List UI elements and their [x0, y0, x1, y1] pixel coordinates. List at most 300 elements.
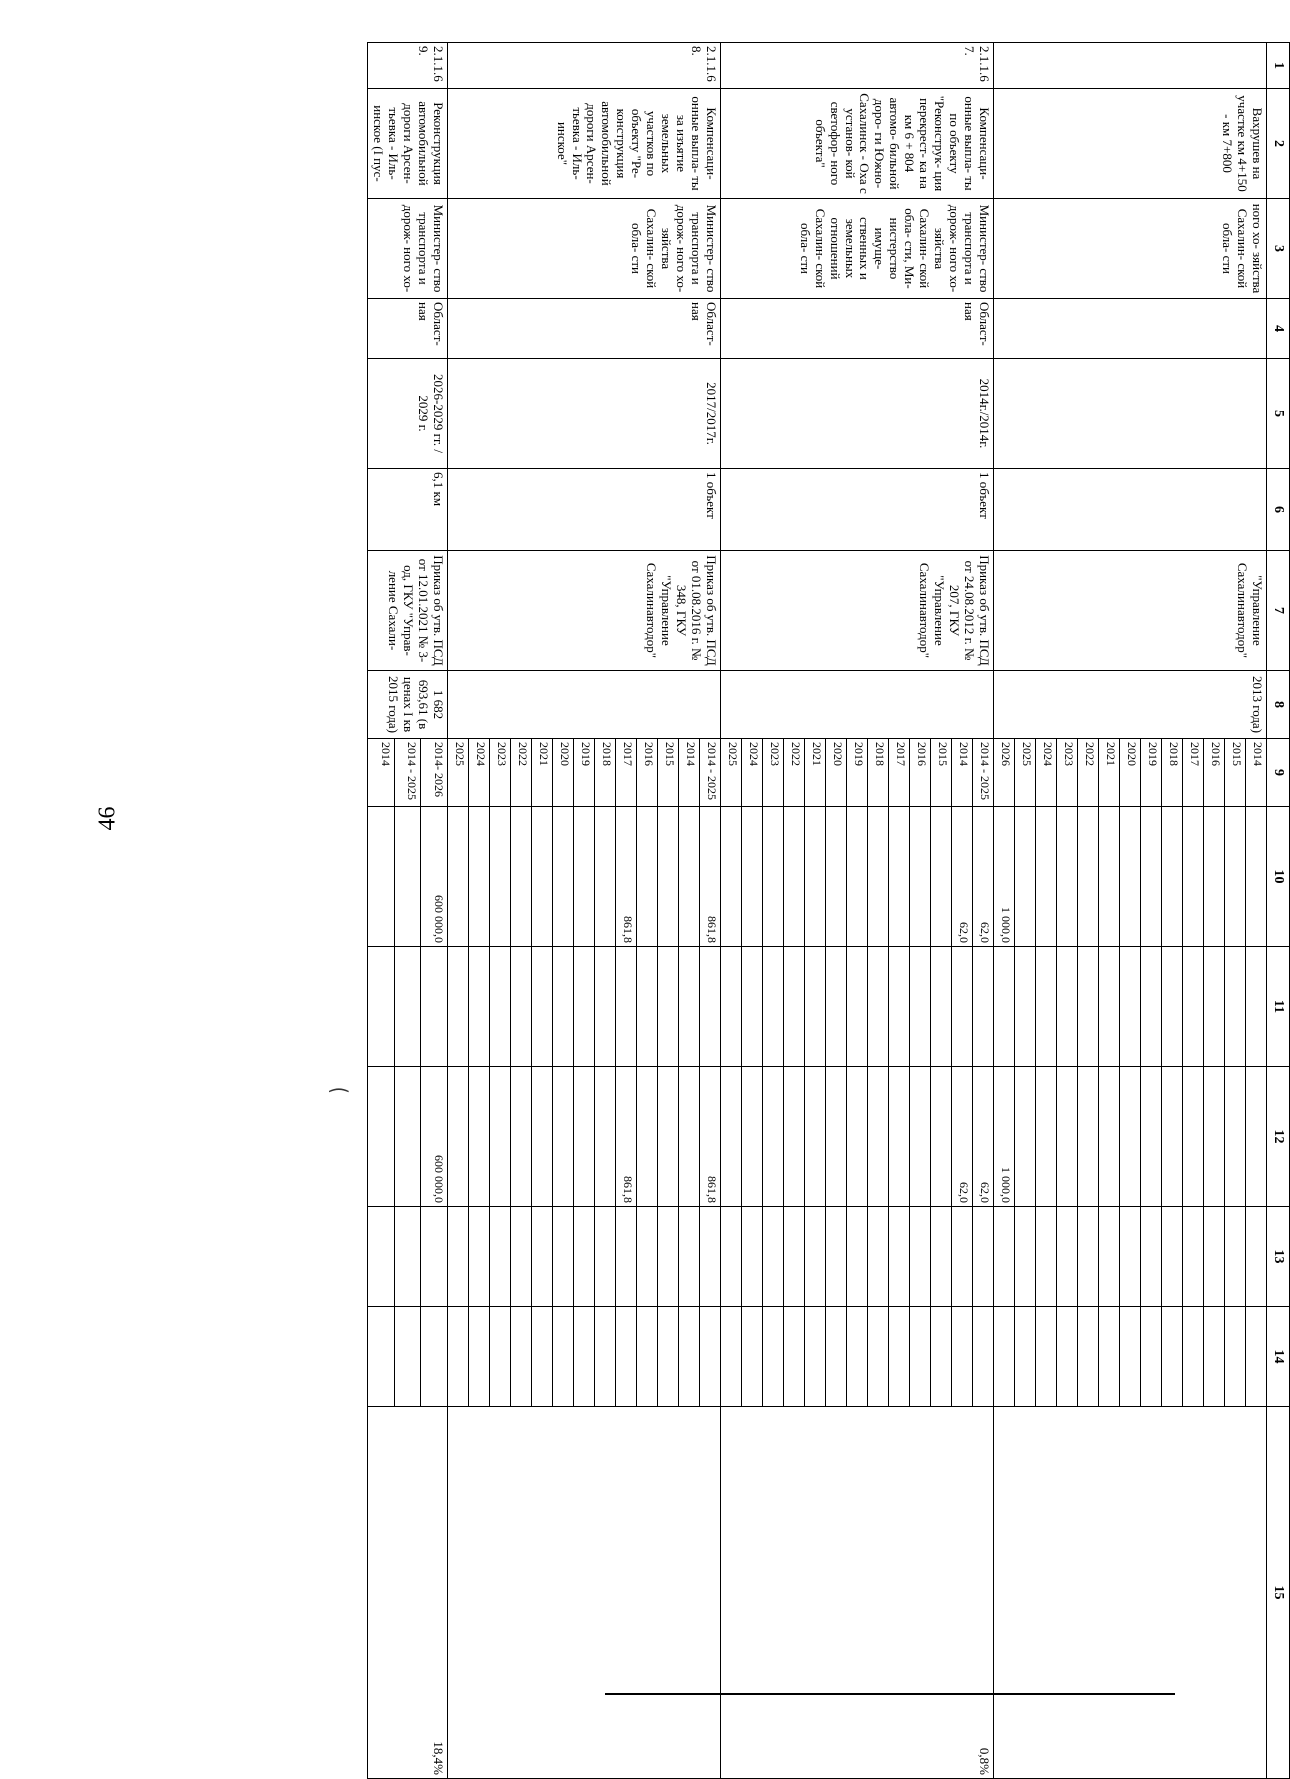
value-col13	[1246, 1207, 1267, 1307]
year-cell: 2014 - 2025	[973, 739, 994, 807]
value-col10	[889, 807, 910, 947]
column-header-8: 8	[1267, 671, 1290, 739]
value-col10	[532, 807, 553, 947]
value-col11	[553, 947, 574, 1067]
column-header-9: 9	[1267, 739, 1290, 807]
cost: 2013 года)	[994, 671, 1267, 739]
value-col14	[1099, 1307, 1120, 1407]
executor: ного хо- зяйства Сахалин- ской обла- сти	[994, 199, 1267, 299]
value-col10	[1141, 807, 1162, 947]
value-col14	[742, 1307, 763, 1407]
value-col10	[1015, 807, 1036, 947]
value-col13	[469, 1207, 490, 1307]
value-col14	[1183, 1307, 1204, 1407]
value-col12	[1162, 1067, 1183, 1207]
executor: Министер- ство транспорта и дорож- ного хо- зяйства Сахалин- ской обла- сти	[448, 199, 721, 299]
value-col14	[784, 1307, 805, 1407]
executor: Министер- ство транспорта и дорож- ного хо-	[368, 199, 448, 299]
year-cell: 2024	[1036, 739, 1057, 807]
period: 2014г./2014г.	[721, 359, 994, 469]
value-col10	[1162, 807, 1183, 947]
value-col13	[1078, 1207, 1099, 1307]
value-col13	[616, 1207, 637, 1307]
value-col14	[616, 1307, 637, 1407]
capacity: 6,1 км	[368, 469, 448, 551]
value-col11	[994, 947, 1015, 1067]
value-col11	[1015, 947, 1036, 1067]
value-col13	[994, 1207, 1015, 1307]
value-col13	[553, 1207, 574, 1307]
value-col13	[847, 1207, 868, 1307]
year-cell: 2018	[868, 739, 889, 807]
value-col11	[721, 947, 742, 1067]
value-col11	[1078, 947, 1099, 1067]
value-col11	[973, 947, 994, 1067]
value-col14	[1246, 1307, 1267, 1407]
table-row	[700, 43, 721, 1779]
value-col12	[448, 1067, 469, 1207]
value-col14	[511, 1307, 532, 1407]
value-col13	[826, 1207, 847, 1307]
value-col11	[1246, 947, 1267, 1067]
column-header-14: 14	[1267, 1307, 1290, 1407]
basis: Приказ об утв. ПСД от 24.08.2012 г. № 207, ГКУ "Управление Сахалинавтодор"	[721, 551, 994, 671]
value-col13	[1204, 1207, 1225, 1307]
value-col14	[847, 1307, 868, 1407]
rotated-table-wrapper	[125, 42, 1290, 1775]
row-id: 2.1.1.69.	[368, 43, 448, 89]
value-col10	[394, 807, 421, 947]
year-cell: 2022	[511, 739, 532, 807]
header-row	[1267, 43, 1290, 1779]
value-col13	[721, 1207, 742, 1307]
page-number: 46	[94, 806, 121, 831]
value-col11	[574, 947, 595, 1067]
year-cell: 2025	[1015, 739, 1036, 807]
value-col14	[574, 1307, 595, 1407]
value-col13	[700, 1207, 721, 1307]
value-col11	[868, 947, 889, 1067]
value-col10	[910, 807, 931, 947]
value-col14	[532, 1307, 553, 1407]
value-col13	[421, 1207, 448, 1307]
value-col12	[553, 1067, 574, 1207]
value-col11	[1183, 947, 1204, 1067]
year-cell: 2014 - 2025	[394, 739, 421, 807]
value-col12	[1141, 1067, 1162, 1207]
budget-level: Област- ная	[368, 299, 448, 359]
value-col11	[637, 947, 658, 1067]
value-col14	[1015, 1307, 1036, 1407]
row-id	[994, 43, 1267, 89]
table-row	[1246, 43, 1267, 1779]
value-col11	[742, 947, 763, 1067]
value-col12	[1036, 1067, 1057, 1207]
value-col12	[469, 1067, 490, 1207]
year-cell: 2023	[490, 739, 511, 807]
value-col14	[679, 1307, 700, 1407]
year-cell: 2023	[763, 739, 784, 807]
value-col13	[448, 1207, 469, 1307]
value-col11	[952, 947, 973, 1067]
value-col14	[637, 1307, 658, 1407]
year-cell: 2016	[1204, 739, 1225, 807]
value-col11	[595, 947, 616, 1067]
value-col13	[1183, 1207, 1204, 1307]
period: 2026-2029 гг. / 2029 г.	[368, 359, 448, 469]
value-col11	[532, 947, 553, 1067]
value-col11	[889, 947, 910, 1067]
value-col12	[1183, 1067, 1204, 1207]
year-cell: 2024	[742, 739, 763, 807]
value-col12	[826, 1067, 847, 1207]
value-col11	[805, 947, 826, 1067]
share-col15: 18,4%	[368, 1407, 448, 1779]
value-col14	[973, 1307, 994, 1407]
value-col10	[1183, 807, 1204, 947]
value-col10	[574, 807, 595, 947]
value-col11	[368, 947, 395, 1067]
year-cell: 2020	[553, 739, 574, 807]
measure-name: Реконструкция автомобильной дороги Арсен- тьевка - Иль- инское (I пус-	[368, 89, 448, 199]
value-col14	[952, 1307, 973, 1407]
value-col12: 861,8	[700, 1067, 721, 1207]
value-col10: 1 000,0	[994, 807, 1015, 947]
value-col10	[784, 807, 805, 947]
value-col13	[931, 1207, 952, 1307]
value-col10	[658, 807, 679, 947]
value-col12	[394, 1067, 421, 1207]
column-header-2: 2	[1267, 89, 1290, 199]
year-cell: 2021	[532, 739, 553, 807]
column-header-15: 15	[1267, 1407, 1290, 1779]
value-col14	[595, 1307, 616, 1407]
value-col12	[532, 1067, 553, 1207]
value-col11	[1162, 947, 1183, 1067]
value-col13	[1057, 1207, 1078, 1307]
value-col12	[511, 1067, 532, 1207]
column-header-1: 1	[1267, 43, 1290, 89]
value-col11	[394, 947, 421, 1067]
year-cell: 2020	[1120, 739, 1141, 807]
value-col14	[1120, 1307, 1141, 1407]
value-col11	[469, 947, 490, 1067]
cost	[448, 671, 721, 739]
value-col14	[448, 1307, 469, 1407]
value-col14	[805, 1307, 826, 1407]
value-col10: 62,0	[952, 807, 973, 947]
value-col11	[847, 947, 868, 1067]
value-col12	[679, 1067, 700, 1207]
value-col12	[931, 1067, 952, 1207]
value-col11	[658, 947, 679, 1067]
value-col13	[763, 1207, 784, 1307]
value-col12	[574, 1067, 595, 1207]
value-col10	[679, 807, 700, 947]
year-cell: 2026	[994, 739, 1015, 807]
value-col12	[721, 1067, 742, 1207]
value-col12: 600 000,0	[421, 1067, 448, 1207]
bottom-rule	[605, 1693, 1175, 1695]
value-col14	[1204, 1307, 1225, 1407]
value-col11	[616, 947, 637, 1067]
value-col13	[490, 1207, 511, 1307]
value-col13	[595, 1207, 616, 1307]
value-col14	[994, 1307, 1015, 1407]
year-cell: 2017	[616, 739, 637, 807]
row-id: 2.1.1.67.	[721, 43, 994, 89]
year-cell: 2014	[368, 739, 395, 807]
value-col14	[394, 1307, 421, 1407]
value-col13	[637, 1207, 658, 1307]
column-header-7: 7	[1267, 551, 1290, 671]
value-col12	[1057, 1067, 1078, 1207]
value-col13	[889, 1207, 910, 1307]
value-col14	[700, 1307, 721, 1407]
table-row	[973, 43, 994, 1779]
value-col14	[931, 1307, 952, 1407]
value-col10	[1225, 807, 1246, 947]
year-cell: 2014 - 2025	[700, 739, 721, 807]
value-col13	[910, 1207, 931, 1307]
value-col13	[1015, 1207, 1036, 1307]
value-col14	[1141, 1307, 1162, 1407]
value-col10	[1246, 807, 1267, 947]
value-col11	[1120, 947, 1141, 1067]
measure-name: Вахрушев на участке км 4+150 - км 7+800	[994, 89, 1267, 199]
value-col10: 600 000,0	[421, 807, 448, 947]
value-col14	[868, 1307, 889, 1407]
value-col10	[721, 807, 742, 947]
value-col12	[868, 1067, 889, 1207]
value-col13	[784, 1207, 805, 1307]
year-cell: 2024	[469, 739, 490, 807]
year-cell: 2015	[931, 739, 952, 807]
value-col14	[1057, 1307, 1078, 1407]
value-col11	[931, 947, 952, 1067]
year-cell: 2016	[910, 739, 931, 807]
share-col15: 0,8%	[721, 1407, 994, 1779]
value-col13	[658, 1207, 679, 1307]
value-col10	[1099, 807, 1120, 947]
value-col12	[637, 1067, 658, 1207]
column-header-4: 4	[1267, 299, 1290, 359]
pen-mark: ⁀	[330, 1090, 348, 1115]
capacity: 1 объект	[448, 469, 721, 551]
value-col12	[784, 1067, 805, 1207]
value-col10	[448, 807, 469, 947]
column-header-11: 11	[1267, 947, 1290, 1067]
period	[994, 359, 1267, 469]
value-col11	[910, 947, 931, 1067]
value-col10	[490, 807, 511, 947]
value-col11	[1225, 947, 1246, 1067]
year-cell: 2019	[847, 739, 868, 807]
value-col10	[805, 807, 826, 947]
value-col12	[1246, 1067, 1267, 1207]
value-col14	[763, 1307, 784, 1407]
value-col14	[368, 1307, 395, 1407]
value-col12	[490, 1067, 511, 1207]
value-col13	[868, 1207, 889, 1307]
budget-level: Област- ная	[721, 299, 994, 359]
value-col12: 62,0	[952, 1067, 973, 1207]
value-col12	[368, 1067, 395, 1207]
year-cell: 2020	[826, 739, 847, 807]
value-col13	[394, 1207, 421, 1307]
cost: 1 682 693,61 (в ценах I кв 2015 года)	[368, 671, 448, 739]
year-cell: 2019	[574, 739, 595, 807]
value-col13	[532, 1207, 553, 1307]
value-col11	[826, 947, 847, 1067]
value-col13	[574, 1207, 595, 1307]
basis: "Управление Сахалинавтодор"	[994, 551, 1267, 671]
value-col12: 62,0	[973, 1067, 994, 1207]
value-col14	[553, 1307, 574, 1407]
value-col10	[469, 807, 490, 947]
value-col14	[469, 1307, 490, 1407]
value-col11	[1204, 947, 1225, 1067]
value-col11	[679, 947, 700, 1067]
column-header-5: 5	[1267, 359, 1290, 469]
column-header-13: 13	[1267, 1207, 1290, 1307]
value-col10	[368, 807, 395, 947]
value-col11	[511, 947, 532, 1067]
value-col11	[784, 947, 805, 1067]
capacity: 1 объект	[721, 469, 994, 551]
measure-name: Компенсаци- онные выпла- ты по объекту "Реконструк- ция перекрест- ка на км 6 + 804 автомо- бильной доро- ги Южно- Сахалинск - Оха с установ- кой светофор- ного объекта"	[721, 89, 994, 199]
value-col14	[1078, 1307, 1099, 1407]
value-col11	[448, 947, 469, 1067]
value-col10: 861,8	[616, 807, 637, 947]
budget-level	[994, 299, 1267, 359]
value-col12: 861,8	[616, 1067, 637, 1207]
value-col12	[910, 1067, 931, 1207]
value-col12	[595, 1067, 616, 1207]
value-col14	[910, 1307, 931, 1407]
value-col14	[721, 1307, 742, 1407]
year-cell: 2016	[637, 739, 658, 807]
value-col10: 62,0	[973, 807, 994, 947]
year-cell: 2017	[1183, 739, 1204, 807]
value-col10	[868, 807, 889, 947]
value-col10	[931, 807, 952, 947]
year-cell: 2022	[1078, 739, 1099, 807]
value-col13	[1162, 1207, 1183, 1307]
value-col13	[1036, 1207, 1057, 1307]
value-col10	[1078, 807, 1099, 947]
value-col10	[742, 807, 763, 947]
value-col13	[952, 1207, 973, 1307]
value-col13	[511, 1207, 532, 1307]
value-col12	[1015, 1067, 1036, 1207]
value-col14	[1162, 1307, 1183, 1407]
value-col12: 1 000,0	[994, 1067, 1015, 1207]
value-col13	[973, 1207, 994, 1307]
value-col10	[826, 807, 847, 947]
year-cell: 2023	[1057, 739, 1078, 807]
value-col12	[658, 1067, 679, 1207]
year-cell: 2017	[889, 739, 910, 807]
basis: Приказ об утв. ПСД от 12.01.2021 № 3- од, ГКУ "Управ- ление Сахали-	[368, 551, 448, 671]
value-col11	[1141, 947, 1162, 1067]
value-col10: 861,8	[700, 807, 721, 947]
value-col14	[826, 1307, 847, 1407]
value-col13	[742, 1207, 763, 1307]
value-col12	[1120, 1067, 1141, 1207]
measure-name: Компенсаци- онные выпла- ты за изъятие земельных участков по объекту "Ре- конструкция автомобильной дороги Арсен- тьевка - Иль- инское"	[448, 89, 721, 199]
value-col11	[421, 947, 448, 1067]
cost	[721, 671, 994, 739]
year-cell: 2018	[1162, 739, 1183, 807]
value-col12	[889, 1067, 910, 1207]
row-id: 2.1.1.68.	[448, 43, 721, 89]
value-col13	[1120, 1207, 1141, 1307]
value-col14	[421, 1307, 448, 1407]
capacity	[994, 469, 1267, 551]
value-col14	[490, 1307, 511, 1407]
year-cell: 2019	[1141, 739, 1162, 807]
value-col12	[1078, 1067, 1099, 1207]
value-col13	[368, 1207, 395, 1307]
executor: Министер- ство транспорта и дорож- ного хо- зяйства Сахалин- ской обла- сти, Ми- нистерство имуще- ственных и земельных отношений Сахалин- ской обла- сти	[721, 199, 994, 299]
value-col12	[1099, 1067, 1120, 1207]
year-cell: 2015	[658, 739, 679, 807]
column-header-3: 3	[1267, 199, 1290, 299]
value-col10	[595, 807, 616, 947]
value-col12	[847, 1067, 868, 1207]
value-col11	[490, 947, 511, 1067]
period: 2017/2017г.	[448, 359, 721, 469]
value-col11	[1057, 947, 1078, 1067]
value-col14	[1036, 1307, 1057, 1407]
share-col15	[994, 1407, 1267, 1779]
share-col15	[448, 1407, 721, 1779]
value-col14	[889, 1307, 910, 1407]
value-col12	[1225, 1067, 1246, 1207]
value-col10	[553, 807, 574, 947]
value-col10	[1036, 807, 1057, 947]
value-col14	[1225, 1307, 1246, 1407]
year-cell: 2025	[448, 739, 469, 807]
value-col11	[763, 947, 784, 1067]
value-col11	[1099, 947, 1120, 1067]
value-col12	[805, 1067, 826, 1207]
value-col13	[1141, 1207, 1162, 1307]
value-col10	[1120, 807, 1141, 947]
value-col12	[763, 1067, 784, 1207]
value-col10	[1057, 807, 1078, 947]
value-col11	[700, 947, 721, 1067]
value-col11	[1036, 947, 1057, 1067]
column-header-12: 12	[1267, 1067, 1290, 1207]
column-header-6: 6	[1267, 469, 1290, 551]
year-cell: 2014	[1246, 739, 1267, 807]
value-col10	[511, 807, 532, 947]
year-cell: 2021	[1099, 739, 1120, 807]
value-col10	[763, 807, 784, 947]
value-col10	[637, 807, 658, 947]
year-cell: 2025	[721, 739, 742, 807]
budget-level: Област- ная	[448, 299, 721, 359]
value-col12	[742, 1067, 763, 1207]
year-cell: 2021	[805, 739, 826, 807]
table-row	[421, 43, 448, 1779]
year-cell: 2014	[679, 739, 700, 807]
value-col10	[847, 807, 868, 947]
value-col10	[1204, 807, 1225, 947]
basis: Приказ об утв. ПСД от 01.08.2016 г. № 348, ГКУ "Управление Сахалинавтодор"	[448, 551, 721, 671]
